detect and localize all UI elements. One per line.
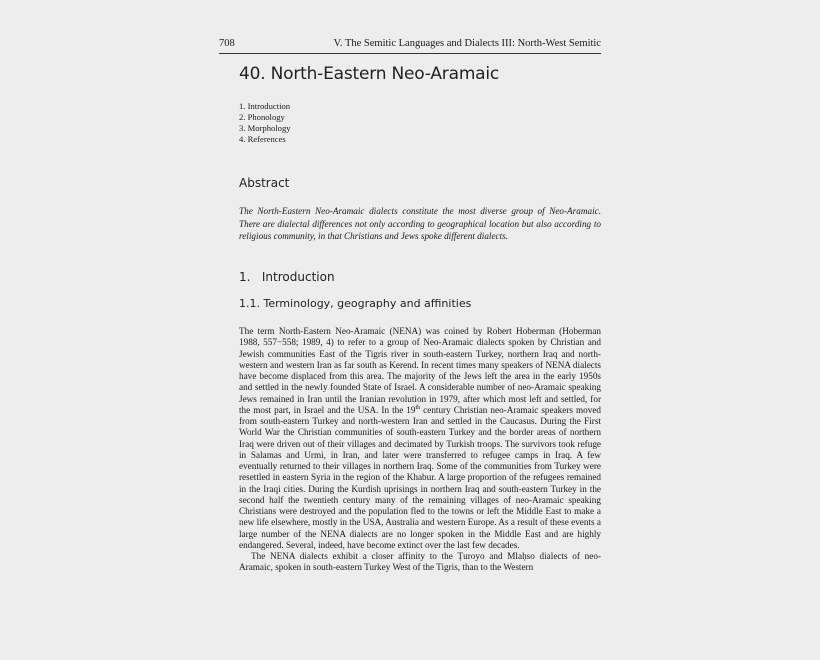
toc-item: 1. Introduction: [239, 101, 291, 111]
toc-item: 3. Morphology: [239, 123, 291, 133]
paragraph-2: The NENA dialects exhibit a closer affinity to the Ṭuroyo and Mlaḥso dialects of neo-Aramaic, spoken in south-eastern Turkey West of the Tigris, than to the Western: [239, 551, 601, 573]
running-header: [219, 38, 601, 49]
table-of-contents: [239, 101, 291, 145]
ordinal-superscript: th: [415, 404, 421, 411]
toc-item: 4. References: [239, 134, 286, 144]
running-section-title: V. The Semitic Languages and Dialects III: North-West Semitic: [333, 38, 601, 49]
section-heading: 1. Introduction: [239, 270, 335, 284]
header-rule: [219, 53, 601, 54]
abstract-text: The North-Eastern Neo-Aramaic dialects constitute the most diverse group of Neo-Aramaic. There are dialectal differences not only according to geographical location but also according to religious community, in that Christians and Jews spoke different dialects.: [239, 206, 601, 242]
chapter-title: 40. North-Eastern Neo-Aramaic: [239, 64, 500, 84]
body-text: [239, 326, 601, 574]
paragraph-1-part-a: The term North-Eastern Neo-Aramaic (NENA) was coined by Robert Hoberman (Hoberman 1988, 557−558; 1989, 4) to refer to a group of Neo-Aramaic dialects spoken by Christian and Jewish communities East of the Tigris river in south-eastern Turkey, northern Iraq and north-western and western Iran as far south as Kerend. In recent times many speakers of NENA dialects have become displaced from this area. The majority of the Jews left the area in the early 1950s and settled in the newly founded State of Israel. A considerable number of neo-Aramaic speaking Jews remained in Iran until the Iranian revolution in 1979, after which most left and settled, for the most part, in Israel and the USA. In the 19: [239, 326, 601, 415]
abstract-heading: Abstract: [239, 176, 290, 190]
page-number: 708: [219, 38, 235, 49]
subsection-heading: 1.1. Terminology, geography and affinities: [239, 297, 472, 310]
paragraph-1-part-b: century Christian neo-Aramaic speakers moved from south-eastern Turkey and north-western Iran and settled in the Caucasus. During the First World War the Christian communities of south-eastern Turkey and the border areas of northern Iraq were driven out of their villages and decimated by Turkish troops. The survivors took refuge in Salamas and Urmi, in Iran, and later were transferred to refugee camps in Iraq. A few eventually returned to their villages in northern Iraq. Some of the communities from Turkey were resettled in eastern Syria in the region of the Khabur. A large proportion of the refugees remained in the Iraqi cities. During the Kurdish uprisings in northern Iraq and south-eastern Turkey in the second half the twentieth century many of the remaining villages of neo-Aramaic speaking Christians were destroyed and the population fled to the towns or left the Middle East to make a new life elsewhere, mostly in the USA, Australia and western Europe. As a result of these events a large number of the NENA dialects are no longer spoken in the Middle East and are highly endangered. Several, indeed, have become extinct over the last few decades.: [239, 404, 601, 550]
toc-item: 2. Phonology: [239, 112, 285, 122]
